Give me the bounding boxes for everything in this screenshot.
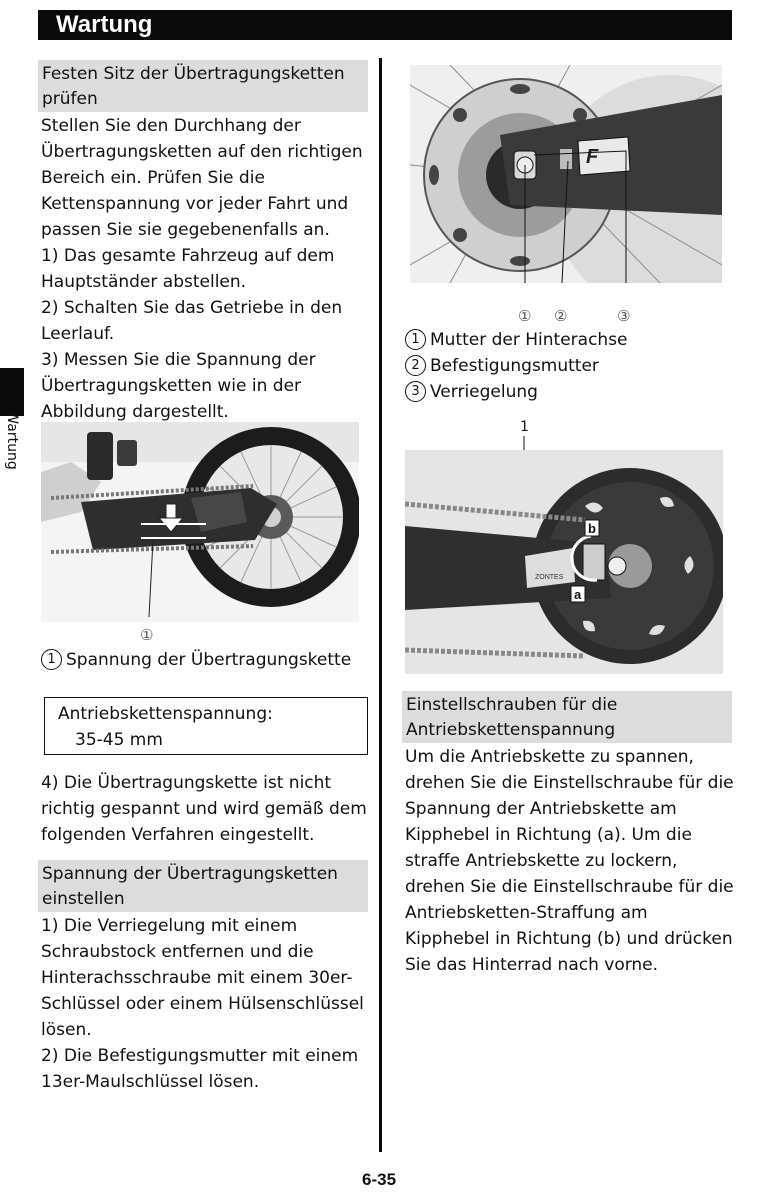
section-header (38, 10, 732, 40)
caption-number: 1 (41, 649, 62, 670)
figure1-callout: ① (140, 626, 154, 644)
step-item: 1) Das gesamte Fahrzeug auf dem Hauptständer abstellen. (41, 246, 335, 292)
section-heading-text: Spannung der Übertragungsketten einstellen (42, 864, 338, 909)
body-paragraph: Um die Antriebskette zu spannen, drehen Sie die Einstellschraube für die Spannung der Antriebskette am Kipphebel in Richtung (a). Um die straffe Antriebskette zu lockern, drehen Sie die Einstellschraube für die Antriebsketten-Straffung am Kipphebel in Richtung (b) und drücken Sie das Hinterrad nach vorne. (405, 747, 734, 975)
legend-text: Verriegelung (430, 382, 538, 402)
chain-adjuster-photo (405, 436, 723, 674)
figure3-callout: 1 (520, 419, 529, 435)
intro-paragraph: Stellen Sie den Durchhang der Übertragungsketten auf den richtigen Bereich ein. Prüfen Sie die Kettenspannung vor jeder Fahrt und passen Sie sie gegebenenfalls an. (41, 116, 363, 240)
spec-value: 35-45 mm (75, 730, 163, 750)
section-heading-adjust-chain (38, 860, 368, 912)
legend-item (405, 327, 628, 353)
section-heading-adjuster (402, 691, 732, 743)
section-body-adjust-chain (41, 913, 371, 1095)
legend-item (405, 379, 538, 405)
step-item: 2) Die Befestigungsmutter mit einem 13er-Maulschlüssel lösen. (41, 1046, 359, 1092)
section-heading-text: Festen Sitz der Übertragungsketten prüfen (42, 64, 345, 109)
page-number: 6-35 (362, 1170, 397, 1189)
column-divider (379, 58, 382, 1152)
section-heading-text: Einstellschrauben für die Antriebskettenspannung (406, 695, 618, 740)
step-item: 2) Schalten Sie das Getriebe in den Leerlauf. (41, 298, 343, 344)
legend-item (405, 353, 599, 379)
side-tab-label: Wartung (4, 410, 20, 470)
spec-label: Antriebskettenspannung: (58, 704, 273, 724)
figure2-callout-3: ③ (617, 307, 631, 325)
section-body-adjuster (405, 744, 735, 978)
section-body-check-chain (41, 113, 371, 425)
legend-number: 3 (405, 381, 426, 402)
step-item: 4) Die Übertragungskette ist nicht richtig gespannt und wird gemäß dem folgenden Verfahren eingestellt. (41, 773, 367, 845)
legend-text: Mutter der Hinterachse (430, 330, 628, 350)
spec-box (44, 697, 368, 755)
figure2-callout-1: ① (518, 307, 532, 325)
step-item: 1) Die Verriegelung mit einem Schraubstock entfernen und die Hinterachsschraube mit einem 30er-Schlüssel oder einem Hülsenschlüssel lösen. (41, 916, 364, 1040)
label-b: b (588, 521, 596, 536)
legend-text: Befestigungsmutter (430, 356, 599, 376)
label-a: a (574, 587, 582, 602)
swingarm-chain-photo (41, 422, 359, 622)
legend-number: 2 (405, 355, 426, 376)
caption-text: Spannung der Übertragungskette (66, 650, 352, 670)
rear-axle-photo (410, 65, 722, 283)
figure2-callout-2: ② (554, 307, 568, 325)
plate-letter: F (586, 146, 599, 168)
page-title: Wartung (56, 11, 153, 38)
step-item: 3) Messen Sie die Spannung der Übertragungsketten wie in der Abbildung dargestellt. (41, 350, 316, 422)
figure1-caption (41, 647, 351, 673)
section-heading-check-chain (38, 60, 368, 112)
sticker-brand: ZONTES (535, 574, 564, 581)
step4-paragraph (41, 770, 371, 848)
legend-number: 1 (405, 329, 426, 350)
